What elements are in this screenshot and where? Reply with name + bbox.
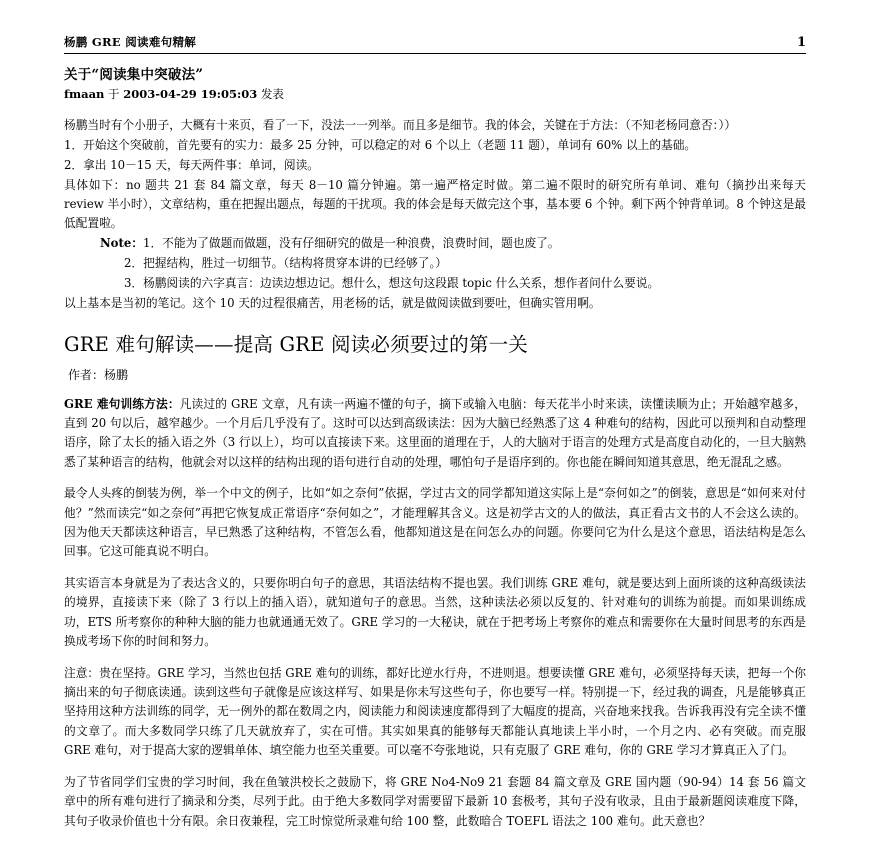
intro-author: fmaan [64, 87, 105, 101]
intro-paragraph-1: 杨鹏当时有个小册子，大概有十来页，看了一下，没法一一列举。而且多是细节。我的体会，关键在于方法：（不知老杨同意否：）） [64, 118, 737, 132]
intro-paragraph-2: 1．开始这个突破前，首先要有的实力：最多 25 分钟，可以稳定的对 6 个以上（老题 11 题），单词有 60% 以上的基础。 [64, 137, 697, 152]
main-paragraph-4: 注意：贵在坚持。GRE 学习，当然也包括 GRE 难句的训练，都好比逆水行舟，不进则退。想要读懂 GRE 难句，必须坚持每天读，把每一个你摘出来的句子彻底读通。读到这些句子就像是应该这样写、如果是你未写这些句子，你也要写一样。特别提一下，经过我的调查，凡是能够真正坚持用这种方法训练的同学，无一例外的都在数周之内，阅读能力和阅读速度都得到了大幅度的提高，兴奋地来找我。告诉我再没有完全读不懂的文章了。而大多数同学只练了几天就放弃了，实在可惜。其实如果真的能够每天都能认真地读上半小时，一个月之内、必有突破。而克服 GRE 难句，对于提高大家的逻辑单体、填空能力也至关重要。可以毫不夸张地说，只有克服了 GRE 难句，你的 GRE 学习才算真正入了门。 [64, 665, 806, 758]
intro-note-1: 1．不能为了做题而做题，没有仔细研究的做是一种浪费，浪费时间，题也废了。 [143, 235, 560, 250]
main-author: 作者：杨鹏 [68, 367, 129, 382]
main-paragraph-3: 其实语言本身就是为了表达含义的，只要你明白句子的意思，其语法结构不提也罢。我们训练 GRE 难句，就是要达到上面所谈的这种高级读法的境界，直接读下来（除了 3 行以上的插入语），就知道句子的意思。当然，这种读法必须以反复的、针对难句的训练为前提。而如果训练成功，ETS 所考察你的种种大脑的能力也就通通无效了。GRE 学习的一大秘诀，就在于把考场上考察你的难点和需要你在大量时间思考的东西是换成考场下你的时间和努力。 [64, 575, 806, 649]
main-paragraph-2: 最令人头疼的倒装为例，举一个中文的例子，比如“如之奈何”依据，学过古文的同学都知道这实际上是“奈何如之”的倒装，意思是“如何来对付他？”然而读完“如之奈何”再把它恢复成正常语序“奈何如之”，才能理解其含义。这是初学古文的人的做法，真正看古文书的人不会这么读的。因为他天天都读这种语言，早已熟悉了这种结构，不管怎么看，他都知道这是在问怎么办的问题。你要问它为什么是这个意思，语法结构是怎么回事。它这可能真说不明白。 [64, 486, 806, 559]
intro-note-3: 3．杨鹏阅读的六字真言：边读边想边记。想什么，想这句这段跟 topic 什么关系，想作者问什么要说。 [124, 275, 660, 290]
main-paragraph-5: 为了节省同学们宝贵的学习时间，我在鱼皱洪校长之鼓励下，将 GRE No4-No9 21 套题 84 篇文章及 GRE 国内题（90-94）14 套 56 篇文章中的所有难句进行了摘录和分类，尽列于此。由于绝大多数同学对需要留下最新 10 套极考，其句子没有收录，且由于最新题阅读难度下降，其句子收录价值也十分有限。余日夜兼程，完工时惊觉所录难句给 100 整，此数暗合 TOEFL 语法之 100 难句。此天意也？ [64, 774, 806, 828]
intro-author-prefix: 于 [108, 87, 120, 101]
intro-paragraph-5: 以上基本是当初的笔记。这个 10 天的过程很痛苦，用老杨的话，就是做阅读做到要吐，但确实管用啊。 [64, 295, 601, 310]
intro-paragraph-4: 具体如下：no 题共 21 套 84 篇文章，每天 8－10 篇分钟遍。第一遍严格定时做。第二遍不限时的研究所有单词、难句（摘抄出来每天 review 半小时），文章结构，重在把握出题点，每题的干扰项。我的体会是每天做完这个事，基本要 6 个钟。剩下两个钟背单词。8 个钟这是最低配置啦。 [64, 177, 806, 230]
intro-byline [64, 86, 806, 102]
intro-datetime: 2003-04-29 19:05:03 [123, 87, 258, 101]
intro-note-2: 2．把握结构，胜过一切细节。（结构将贯穿本讲的已经够了。） [124, 255, 447, 270]
main-method-lead: GRE 难句训练方法： [64, 396, 180, 411]
intro-body [64, 116, 806, 313]
header-title: 杨鹏 GRE 阅读难句精解 [64, 35, 197, 49]
intro-posted-label: 发表 [260, 87, 284, 101]
intro-section-title: 关于“阅读集中突破法” [64, 67, 204, 83]
intro-note-label-line [64, 234, 806, 253]
main-paragraph-1-text: 凡读过的 GRE 文章，凡有读一两遍不懂的句子，摘下或输入电脑：每天花半小时来读，读懂读顺为止；开始越窄越多，直到 20 句以后，越窄越少。一个月后几乎没有了。这时可以达到高级读法：因为大脑已经熟悉了这 4 种难句的结构，因此可以预判和自动整理语序，除了太长的插入语之外（3 行以上），均可以直接读下来。这里面的道理在于，人的大脑对于语言的处理方式是高度自动化的，一旦大脑熟悉了某种语言的结构，他就会对以这样的结构出现的语句进行自动的处理，哪怕句子是语序到的。你也能在瞬间知道其意思，绝无混乱之感。 [64, 396, 806, 469]
header-page-number: 1 [796, 35, 806, 50]
main-paragraph-1 [64, 395, 806, 473]
main-title: GRE 难句解读——提高 GRE 阅读必须要过的第一关 [64, 332, 528, 356]
intro-note-label: Note： [100, 235, 144, 250]
intro-section [64, 63, 806, 102]
page-header [64, 34, 806, 54]
intro-paragraph-3: 2．拿出 10－15 天，每天两件事：单词，阅读。 [64, 157, 319, 172]
